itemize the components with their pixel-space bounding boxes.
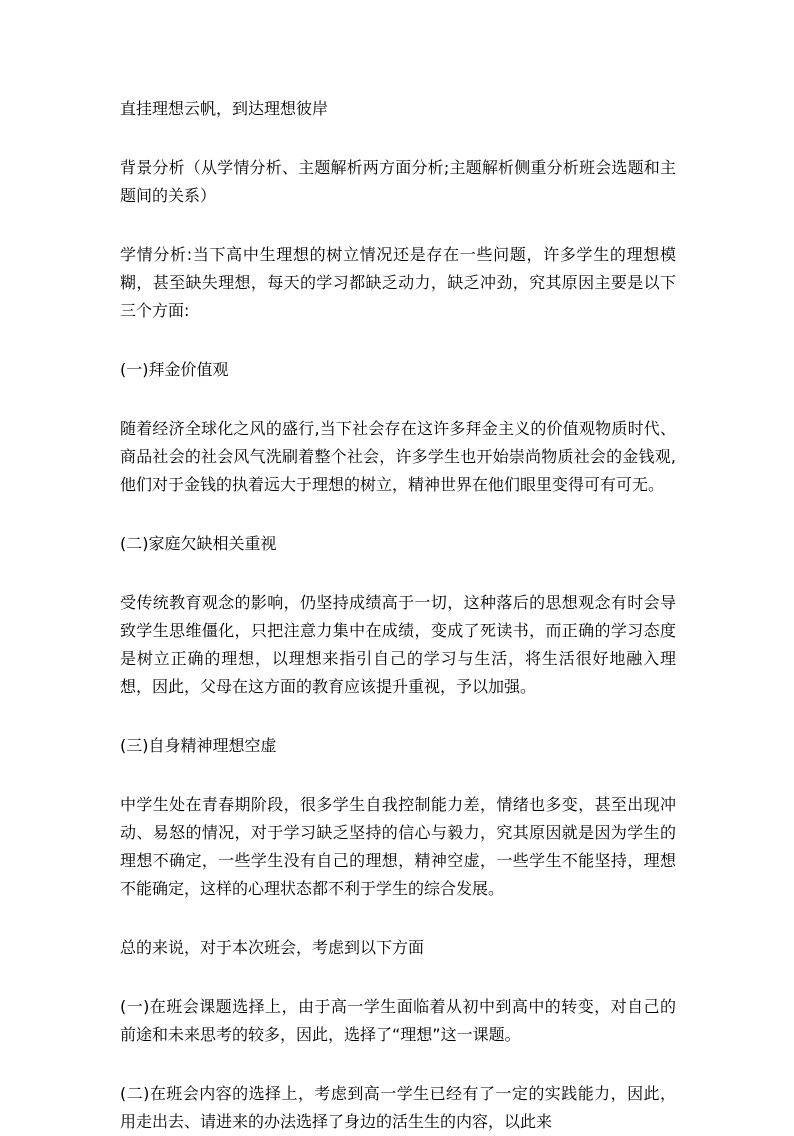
paragraph-background-analysis: 背景分析（从学情分析、主题解析两方面分析;主题解析侧重分析班会选题和主题间的关系） (120, 158, 676, 205)
paragraph-money-values: 随着经济全球化之风的盛行,当下社会存在这许多拜金主义的价值观物质时代、商品社会的社会风气洗刷着整个社会，许多学生也开始崇尚物质社会的金钱观,他们对于金钱的执着远大于理想的树立，精神世界在他们眼里变得可有可无。 (120, 419, 676, 494)
heading-family-attention: (二)家庭欠缺相关重视 (120, 534, 277, 553)
paragraph-family-attention: 受传统教育观念的影响，仍坚持成绩高于一切，这种落后的思想观念有时会导致学生思维僵化，只把注意力集中在成绩，变成了死读书，而正确的学习态度是树立正确的理想，以理想来指引自己的学习与生活，将生活很好地融入理想，因此，父母在这方面的教育应该提升重视，予以加强。 (120, 593, 676, 696)
heading-spiritual-emptiness: (三)自身精神理想空虚 (120, 736, 277, 755)
paragraph-topic-choice: (一)在班会课题选择上，由于高一学生面临着从初中到高中的转变，对自己的前途和未来思考的较多，因此，选择了“理想”这一课题。 (120, 997, 676, 1044)
paragraph-summary: 总的来说，对于本次班会，考虑到以下方面 (120, 938, 425, 957)
paragraph-content-choice: (二)在班会内容的选择上，考虑到高一学生已经有了一定的实践能力，因此，用走出去、请进来的办法选择了身边的活生生的内容，以此来 (120, 1084, 676, 1131)
paragraph-spiritual-emptiness: 中学生处在青春期阶段，很多学生自我控制能力差，情绪也多变，甚至出现冲动、易怒的情况，对于学习缺乏坚持的信心与毅力，究其原因就是因为学生的理想不确定，一些学生没有自己的理想，精神空虚，一些学生不能坚持，理想不能确定，这样的心理状态都不利于学生的综合发展。 (120, 795, 676, 898)
document-title: 直挂理想云帆，到达理想彼岸 (120, 99, 329, 118)
paragraph-student-analysis: 学情分析:当下高中生理想的树立情况还是存在一些问题，许多学生的理想模糊，甚至缺失理想，每天的学习都缺乏动力，缺乏冲劲，究其原因主要是以下三个方面: (120, 245, 676, 320)
heading-money-values: (一)拜金价值观 (120, 360, 229, 379)
document-page (120, 95, 676, 1136)
